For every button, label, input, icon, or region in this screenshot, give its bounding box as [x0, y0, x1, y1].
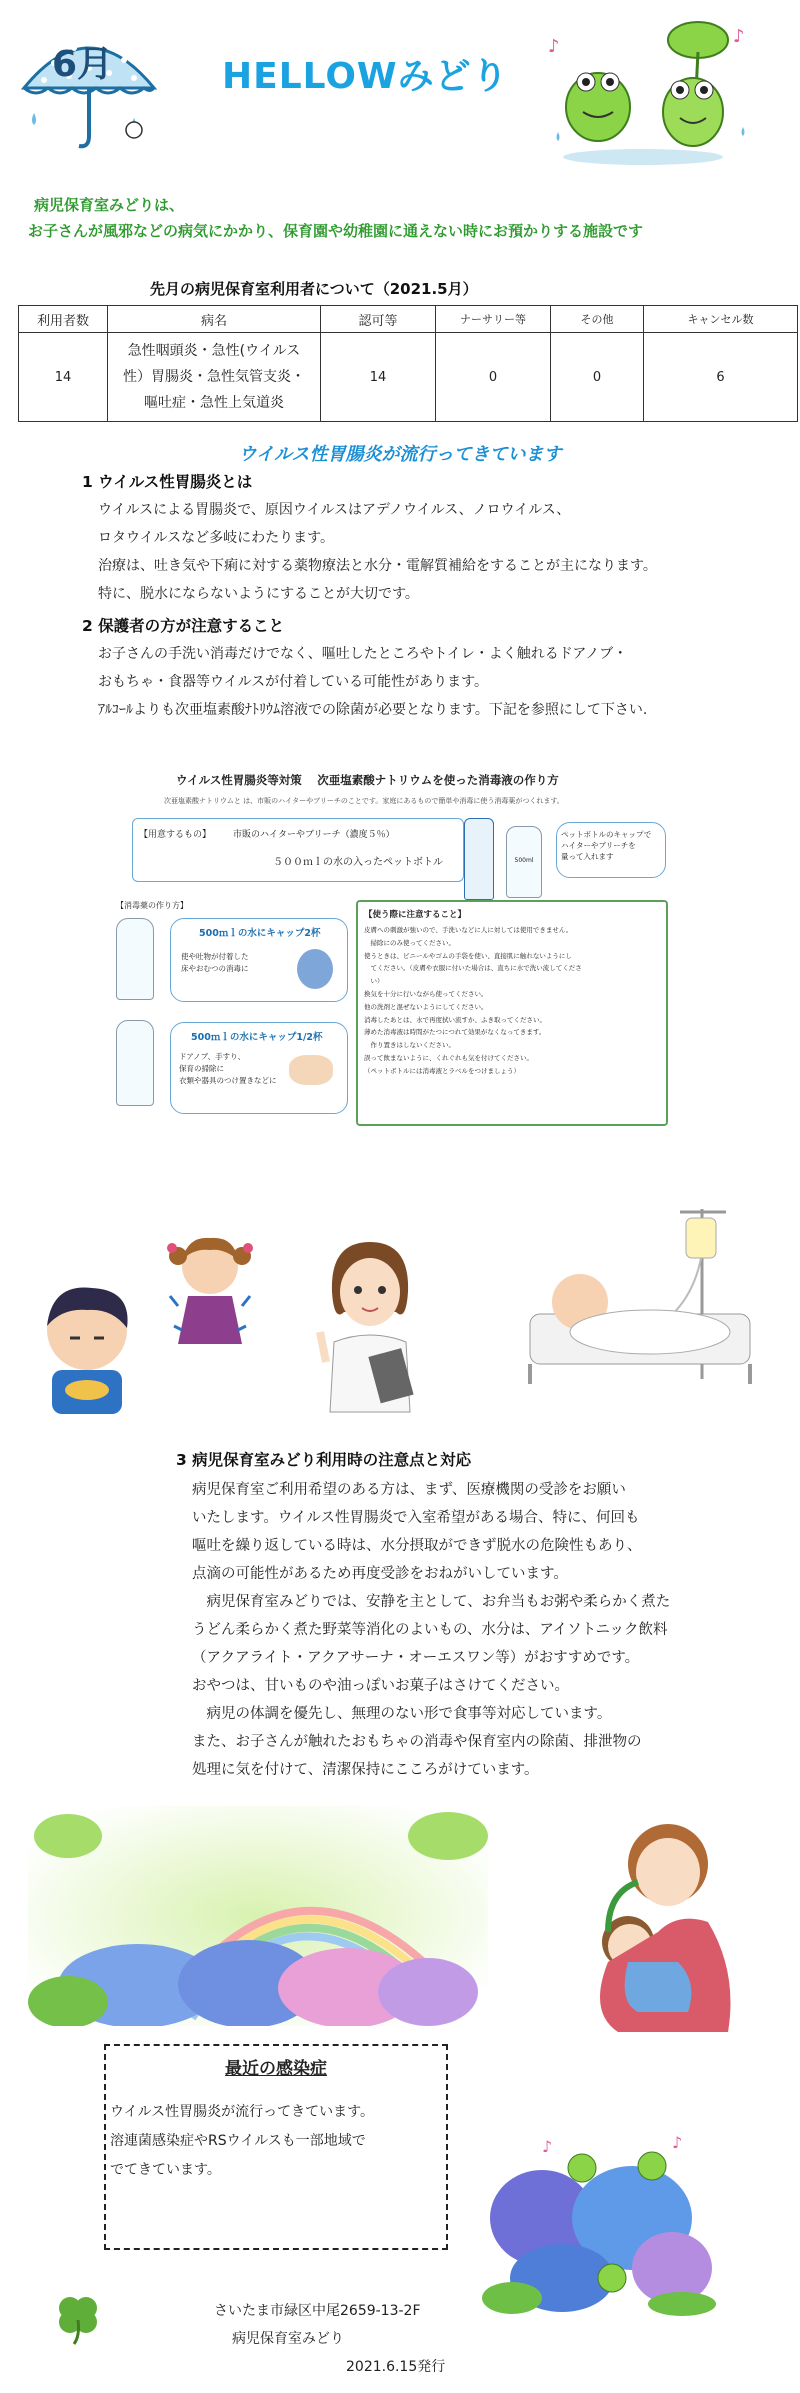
mix-2cap-title: 500ｍｌの水にキャップ2杯: [199, 928, 321, 939]
cell-other: 0: [551, 333, 644, 422]
section-2-heading: 2 保護者の方が注意すること: [82, 617, 285, 635]
hydrangea-rainbow-illustration: [28, 1806, 488, 2026]
caution-line: 消毒したあとは、水で再度拭い流すか、ふき取ってください。: [364, 1015, 546, 1024]
usage-table-title: 先月の病児保育室利用者について（2021.5月）: [150, 280, 478, 298]
caution-line: 誤って飲まないように、くれぐれも気を付けてください。: [364, 1053, 533, 1062]
caution-line: 掃除にのみ使ってください。: [364, 938, 455, 947]
cell-cancel: 6: [644, 333, 798, 422]
col-nursery: ナーサリー等: [436, 306, 551, 333]
cell-users: 14: [19, 333, 108, 422]
section-3-heading: 3 病児保育室みどり利用時の注意点と対応: [176, 1451, 472, 1469]
paragraph-line: 点滴の可能性があるため再度受診をおねがいしています。: [192, 1566, 568, 1582]
intro-line-2: お子さんが風邪などの病気にかかり、保育園や幼稚園に通えない時にお預かりする施設です: [28, 222, 644, 240]
paragraph-line: うどん柔らかく煮た野菜等消化のよいもの、水分は、アイソトニック飲料: [192, 1622, 668, 1638]
section-headline: ウイルス性胃腸炎が流行ってきています: [238, 444, 562, 465]
section-3-body: [192, 1476, 670, 1784]
bottle-halfcap-icon: [116, 1020, 154, 1106]
footer-date: 2021.6.15発行: [346, 2359, 446, 2375]
cap-note-line: ペットボトルのキャップで: [561, 830, 652, 839]
bottle-2cap-icon: [116, 918, 154, 1000]
recent-infections-box: [104, 2044, 448, 2250]
mix-2cap-box: [170, 918, 348, 1002]
svg-text:♪: ♪: [733, 26, 745, 47]
mix-desc-line: 衣類や器具のつけ置きなどに: [179, 1076, 277, 1085]
boy-sick-illustration: [32, 1278, 142, 1418]
caution-line: （ペットボトルには消毒液とラベルをつけましょう）: [364, 1066, 520, 1075]
how-label: 【消毒薬の作り方】: [116, 901, 188, 910]
col-disease: 病名: [108, 306, 321, 333]
recent-infections-title: 最近の感染症: [225, 2059, 327, 2079]
section-1-body: [98, 496, 657, 608]
disinfectant-infographic: [108, 760, 668, 1155]
table-header-row: [19, 306, 798, 333]
cell-nursery: 0: [436, 333, 551, 422]
mix-desc-line: 使や吐物が付着した: [181, 952, 249, 961]
pet-bottle-icon: [506, 826, 542, 898]
col-other: その他: [551, 306, 644, 333]
mix-desc-line: 保育の掃除に: [179, 1064, 224, 1073]
paragraph-line: いたします。ウイルス性胃腸炎で入室希望がある場合、特に、何回も: [192, 1510, 640, 1526]
bottle-label: 500ml: [514, 857, 534, 864]
caution-line: てください。（皮膚や衣服に付いた場合は、直ちに水で洗い流してくださ: [364, 964, 582, 973]
caution-box: [356, 900, 668, 1126]
paragraph-line: ｱﾙｺｰﾙよりも次亜塩素酸ﾅﾄﾘｳﾑ溶液での除菌が必要となります。下記を参照にして下さい.: [98, 702, 648, 718]
disease-line: 嘔吐症・急性上気道炎: [144, 395, 284, 411]
disease-line: 急性咽頭炎・急性(ウイルス: [127, 343, 301, 359]
caution-title: 【使う際に注意すること】: [364, 910, 467, 920]
paragraph-line: 特に、脱水にならないようにすることが大切です。: [98, 586, 419, 602]
paragraph-line: （アクアライト・アクアサーナ・オーエスワン等）がおすすめです。: [192, 1650, 640, 1666]
caution-line: 換気を十分に行いながら使ってください。: [364, 989, 488, 998]
clover-icon: [50, 2290, 106, 2346]
section-1-heading: 1 ウイルス性胃腸炎とは: [82, 473, 253, 491]
prep-item-bottle: ５００ｍｌの水の入ったペットボトル: [273, 857, 443, 868]
newsletter-title: HELLOWみどり: [222, 56, 509, 97]
frogs-umbrella-illustration: [528, 12, 768, 172]
recent-infections-text: [110, 2098, 374, 2185]
paragraph-line: お子さんの手洗い消毒だけでなく、嘔吐したところやトイレ・よく触れるドアノブ・: [98, 646, 628, 662]
recent-line: ウイルス性胃腸炎が流行ってきています。: [110, 2104, 375, 2120]
intro-text: [28, 192, 643, 244]
col-users: 利用者数: [19, 306, 108, 333]
paragraph-line: 病児の体調を優先し、無理のない形で食事等対応しています。: [192, 1706, 612, 1722]
col-licensed: 認可等: [321, 306, 436, 333]
paragraph-line: 病児保育室みどりでは、安静を主として、お弁当もお粥や柔らかく煮た: [192, 1594, 671, 1610]
mix-halfcap-box: [170, 1022, 348, 1114]
mix-desc-line: 床やおむつの消毒に: [181, 964, 249, 973]
mix-2cap-desc: [181, 951, 249, 975]
mix-halfcap-desc: [179, 1051, 277, 1087]
girl-stomachache-illustration: [160, 1226, 260, 1358]
paragraph-line: ロタウイルスなど多岐にわたります。: [98, 530, 335, 546]
cap-note-line: 量って入れます: [561, 852, 614, 861]
hydrangea-frogs-illustration: [472, 2128, 722, 2318]
paragraph-line: ウイルスによる胃腸炎で、原因ウイルスはアデノウイルス、ノロウイルス、: [98, 502, 571, 518]
month-label: 6月: [52, 44, 114, 85]
prep-label: 【用意するもの】: [139, 830, 212, 840]
caution-line: 他の洗剤と混ぜないようにしてください。: [364, 1002, 488, 1011]
intro-line-1: 病児保育室みどりは、: [34, 196, 185, 214]
paragraph-line: 治療は、吐き気や下痢に対する薬物療法と水分・電解質補給をすることが主になります。: [98, 558, 657, 574]
iv-drip-patient-illustration: [520, 1204, 760, 1394]
cap-note-line: ハイターやブリーチを: [561, 841, 636, 850]
paragraph-line: 病児保育室ご利用希望のある方は、まず、医療機関の受診をお願い: [192, 1482, 626, 1498]
prep-box: [132, 818, 464, 882]
cap-note-bubble: [556, 822, 666, 878]
caution-list: [364, 924, 660, 1078]
recent-line: 溶連菌感染症やRSウイルスも一部地域で: [110, 2133, 366, 2149]
mother-child-illustration: [568, 1812, 748, 2042]
usage-table: [18, 305, 798, 422]
cell-licensed: 14: [321, 333, 436, 422]
section-2-body: [98, 640, 647, 724]
paragraph-line: 処理に気を付けて、清潔保持にこころがけています。: [192, 1762, 539, 1778]
infographic-title: ウイルス性胃腸炎等対策 次亜塩素酸ナトリウムを使った消毒液の作り方: [176, 773, 559, 787]
person-mask-icon: [297, 949, 333, 989]
paragraph-line: おやつは、甘いものや油っぽいお菓子はさけてください。: [192, 1678, 569, 1694]
bleach-bottle-icon: [464, 818, 494, 900]
footer-name: 病児保育室みどり: [232, 2331, 344, 2347]
infographic-subtitle: 次亜塩素酸ナトリウムと は、市販のハイターやブリーチのことです。家庭にあるもので簡単や消毒に使う消毒薬がつくれます。: [164, 797, 564, 805]
recent-line: でてきています。: [110, 2162, 221, 2178]
svg-text:♪: ♪: [548, 36, 560, 57]
prep-item-bleach: 市販のハイターやブリーチ（濃度５％）: [233, 830, 395, 840]
svg-text:♪: ♪: [672, 2133, 683, 2152]
caution-line: 使うときは、ビニールやゴムの手袋を使い、直接肌に触れないようにし: [364, 951, 572, 960]
mix-desc-line: ドアノブ、手すり、: [179, 1052, 246, 1061]
paragraph-line: また、お子さんが触れたおもちゃの消毒や保育室内の除菌、排泄物の: [192, 1734, 642, 1750]
caution-line: 薄めた消毒液は時間がたつにつれて効果がなくなってきます。: [364, 1028, 546, 1037]
caution-line: 作り置きはしないください。: [364, 1041, 455, 1050]
caution-line: い）: [364, 977, 384, 986]
paragraph-line: 嘔吐を繰り返している時は、水分摂取ができず脱水の危険性もあり、: [192, 1538, 642, 1554]
nurse-illustration: [310, 1232, 430, 1417]
mix-halfcap-title: 500ｍｌの水にキャップ1/2杯: [191, 1032, 323, 1043]
caution-line: 皮膚への刺激が強いので、手洗いなどに人に対しては使用できません。: [364, 926, 573, 934]
footer-address: さいたま市緑区中尾2659-13-2F: [214, 2303, 421, 2319]
disease-line: 性）胃腸炎・急性気管支炎・: [123, 369, 305, 385]
hand-wiping-icon: [289, 1055, 333, 1085]
table-row: [19, 333, 798, 422]
paragraph-line: おもちゃ・食器等ウイルスが付着している可能性があります。: [98, 674, 489, 690]
svg-text:♪: ♪: [542, 2137, 553, 2156]
cell-disease: [108, 333, 321, 422]
col-cancel: キャンセル数: [644, 306, 798, 333]
